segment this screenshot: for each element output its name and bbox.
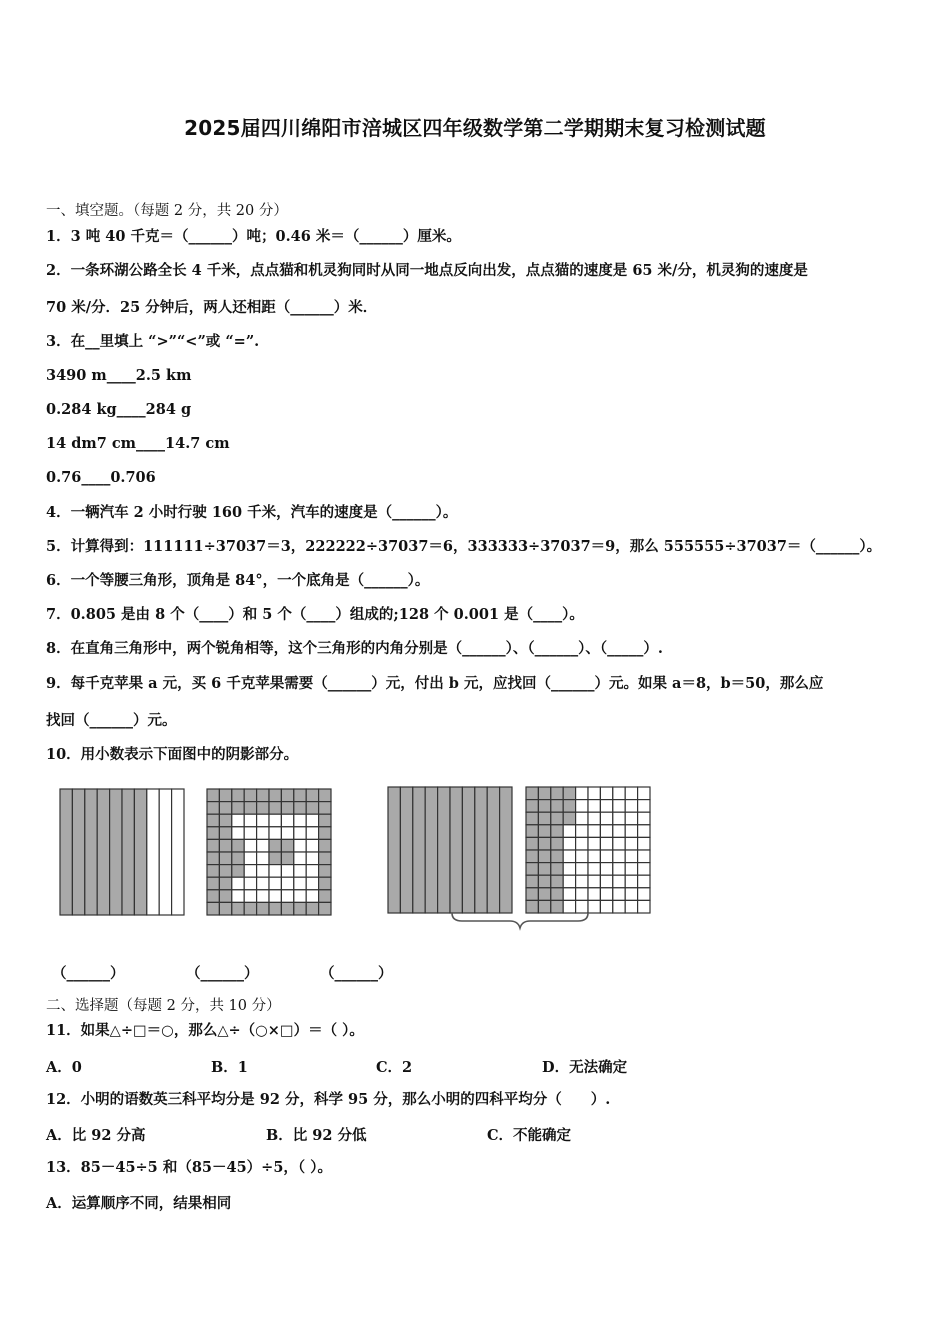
grid-cell [219,890,231,903]
question-12-option-a[interactable]: A．比 92 分高 [46,1127,146,1144]
question-3: 3．在__里填上 “>”“<”或 “=”. [46,333,260,350]
question-2-line-2: 70 米/分．25 分钟后，两人还相距（______）米． [46,299,378,316]
grid-cell [281,877,293,890]
grid-cell [269,865,281,878]
grid-cell [638,787,650,800]
grid-cell [613,875,625,888]
grid-cell [613,812,625,825]
grid-cell [306,865,318,878]
grid-cell [319,827,331,840]
grid-cell [257,890,269,903]
grid-cell [600,863,612,876]
grid-cell [576,812,588,825]
grid-cell [613,837,625,850]
grid-cell [588,850,600,863]
strip-cell [159,789,171,915]
grid-cell [319,789,331,802]
figure-strips-0-7 [58,787,186,917]
grid-cell [294,902,306,915]
grid-cell [281,802,293,815]
grid-cell [281,789,293,802]
grid-cell [306,789,318,802]
grid-cell [294,814,306,827]
grid-cell [219,852,231,865]
question-3-item-d: 0.76____0.706 [46,469,156,486]
grid-cell [207,789,219,802]
grid-cell [319,814,331,827]
question-11-option-d[interactable]: D．无法确定 [542,1059,628,1076]
grid-cell [319,877,331,890]
grid-cell [563,837,575,850]
grid-cell [551,800,563,813]
grid-cell [281,865,293,878]
grid-cell [306,839,318,852]
grid-cell [638,900,650,913]
grid-cell [257,839,269,852]
strip-cell [172,789,184,915]
grid-cell [306,814,318,827]
question-11-option-c[interactable]: C．2 [376,1059,413,1076]
grid-cell [207,814,219,827]
page-title: 2025届四川绵阳市涪城区四年级数学第二学期期末复习检测试题 [184,116,766,140]
grid-cell [257,877,269,890]
grid-cell [526,812,538,825]
grid-cell [625,888,637,901]
grid-cell [600,875,612,888]
grid-cell [319,839,331,852]
strip-cell [475,787,487,913]
question-11: 11．如果△÷□＝○，那么△÷（○×□）＝（ ）。 [46,1022,364,1039]
strip-cell [438,787,450,913]
grid-cell [563,800,575,813]
question-1: 1．3 吨 40 千克＝（______）吨；0.46 米＝（______）厘米。 [46,228,461,245]
grid-cell [219,827,231,840]
grid-cell [219,902,231,915]
grid-cell [244,827,256,840]
grid-cell [232,789,244,802]
question-8: 8．在直角三角形中，两个锐角相等，这个三角形的内角分别是（______）、（______）、（_____）. [46,640,663,657]
strip-cell [60,789,72,915]
grid-cell [244,865,256,878]
question-10: 10．用小数表示下面图中的阴影部分。 [46,746,299,763]
grid-cell [232,865,244,878]
strip-cell [450,787,462,913]
grid-cell [269,890,281,903]
strip-cell [487,787,499,913]
grid-cell [551,850,563,863]
grid-cell [281,814,293,827]
grid-cell [638,850,650,863]
grid-cell [207,827,219,840]
grid-cell [638,800,650,813]
grid-cell [563,850,575,863]
figure-strips-and-grid [386,785,654,933]
question-3-item-a: 3490 m____2.5 km [46,367,192,384]
grid-cell [625,863,637,876]
grid-cell [600,787,612,800]
grid-cell [232,827,244,840]
grid-cell [294,827,306,840]
grid-cell [538,825,550,838]
strip-cell [500,787,512,913]
grid-cell [551,837,563,850]
grid-cell [538,900,550,913]
section-1-heading: 一、填空题。（每题 2 分，共 20 分） [46,203,288,219]
grid-cell [269,789,281,802]
grid-cell [613,850,625,863]
grid-cell [257,814,269,827]
grid-cell [563,900,575,913]
grid-cell [563,825,575,838]
grid-cell [319,865,331,878]
grid-cell [613,800,625,813]
grid-cell [613,825,625,838]
strip-cell [413,787,425,913]
question-6: 6．一个等腰三角形，顶角是 84°，一个底角是（______）。 [46,572,430,589]
grid-cell [306,852,318,865]
grid-cell [576,837,588,850]
grid-cell [319,802,331,815]
question-11-option-b[interactable]: B．1 [211,1059,248,1076]
grid-cell [613,863,625,876]
grid-cell [257,827,269,840]
strip-cell [462,787,474,913]
grid-cell [319,902,331,915]
grid-cell [244,839,256,852]
grid-cell [551,787,563,800]
grid-cell [244,789,256,802]
grid-cell [319,852,331,865]
grid-cell [638,825,650,838]
grid-cell [600,850,612,863]
grid-cell [538,837,550,850]
grid-cell [219,789,231,802]
grid-cell [269,852,281,865]
grid-cell [306,890,318,903]
grid-cell [538,888,550,901]
grid-cell [306,802,318,815]
grid-cell [294,877,306,890]
grid-cell [638,875,650,888]
grid-cell [551,863,563,876]
figure-1-answer-blank[interactable]: （______） [52,965,125,982]
grid-cell [625,800,637,813]
grid-cell [588,787,600,800]
strip-cell [147,789,159,915]
question-2-line-1: 2．一条环湖公路全长 4 千米，点点猫和机灵狗同时从同一地点反向出发，点点猫的速度是 65 米/分，机灵狗的速度是 [46,262,808,279]
grid-cell [232,890,244,903]
question-12: 12．小明的语数英三科平均分是 92 分，科学 95 分，那么小明的四科平均分（ ）. [46,1091,611,1108]
grid-cell [600,800,612,813]
grid-cell [257,789,269,802]
grid-cell [269,802,281,815]
grid-cell [538,875,550,888]
grid-cell [538,787,550,800]
grid-cell [538,863,550,876]
grid-cell [244,814,256,827]
grid-cell [244,802,256,815]
grid-cell [219,839,231,852]
grid-cell [625,787,637,800]
grid-cell [576,850,588,863]
grid-cell [526,875,538,888]
grid-cell [625,850,637,863]
grid-cell [219,802,231,815]
grid-cell [563,888,575,901]
grid-cell [257,902,269,915]
question-4: 4．一辆汽车 2 小时行驶 160 千米，汽车的速度是（______）。 [46,504,458,521]
grid-cell [576,900,588,913]
grid-cell [625,875,637,888]
grid-cell [257,802,269,815]
grid-cell [600,888,612,901]
grid-cell [588,837,600,850]
question-12-option-c[interactable]: C．不能确定 [487,1127,572,1144]
grid-cell [244,852,256,865]
grid-cell [551,875,563,888]
grid-cell [600,825,612,838]
strip-cell [122,789,134,915]
grid-cell [281,852,293,865]
grid-cell [281,839,293,852]
grid-cell [232,802,244,815]
grid-cell [576,875,588,888]
grid-cell [232,814,244,827]
question-12-option-b[interactable]: B．比 92 分低 [266,1127,367,1144]
grid-cell [294,789,306,802]
grid-cell [526,900,538,913]
grid-cell [281,827,293,840]
grid-cell [563,863,575,876]
grid-cell [232,852,244,865]
grid-cell [306,877,318,890]
grid-cell [269,814,281,827]
grid-cell [563,787,575,800]
grid-cell [563,875,575,888]
grid-cell [625,812,637,825]
grid-cell [219,814,231,827]
grid-cell [638,888,650,901]
grid-cell [232,902,244,915]
grid-cell [319,890,331,903]
grid-cell [207,802,219,815]
grid-cell [207,839,219,852]
grid-cell [576,888,588,901]
grid-cell [588,825,600,838]
question-13: 13．85－45÷5 和（85－45）÷5，（ ）。 [46,1159,332,1176]
grid-cell [538,800,550,813]
grid-cell [576,825,588,838]
grid-cell [244,890,256,903]
grid-cell [588,888,600,901]
grid-cell [244,877,256,890]
grid-cell [219,877,231,890]
grid-cell [526,787,538,800]
grid-cell [588,900,600,913]
grid-cell [294,852,306,865]
figure-grid-hundredths [205,787,333,917]
grid-cell [551,888,563,901]
question-5: 5．计算得到：111111÷37037＝3，222222÷37037＝6，333333÷37037＝9，那么 555555÷37037＝（______）。 [46,538,882,555]
grid-cell [588,875,600,888]
grid-cell [269,827,281,840]
grid-cell [538,850,550,863]
grid-cell [306,827,318,840]
grid-cell [306,902,318,915]
question-3-item-c: 14 dm7 cm____14.7 cm [46,435,230,452]
section-2-heading: 二、选择题（每题 2 分，共 10 分） [46,998,281,1014]
grid-cell [576,863,588,876]
strip-cell [72,789,84,915]
grid-cell [232,839,244,852]
grid-cell [526,800,538,813]
grid-cell [613,900,625,913]
strip-cell [134,789,146,915]
grid-cell [563,812,575,825]
grid-cell [526,825,538,838]
grid-cell [207,852,219,865]
grid-cell [551,825,563,838]
grid-cell [257,852,269,865]
grid-cell [576,800,588,813]
grid-cell [526,888,538,901]
grid-cell [625,825,637,838]
grid-cell [294,865,306,878]
grid-cell [625,900,637,913]
strip-cell [388,787,400,913]
grid-cell [232,877,244,890]
grid-cell [294,890,306,903]
grid-cell [269,839,281,852]
grid-cell [281,890,293,903]
grid-cell [613,888,625,901]
grid-cell [219,865,231,878]
strip-cell [400,787,412,913]
grid-cell [538,812,550,825]
question-9-line-2: 找回（______）元。 [46,712,177,729]
question-11-option-a[interactable]: A．0 [46,1059,82,1076]
question-3-item-b: 0.284 kg____284 g [46,401,192,418]
question-7: 7．0.805 是由 8 个（____）和 5 个（____）组成的;128 个 0.001 是（____）。 [46,606,584,623]
figure-2-answer-blank[interactable]: （______） [186,965,259,982]
question-9-line-1: 9．每千克苹果 a 元，买 6 千克苹果需要（______）元，付出 b 元，应找回（______）元。如果 a＝8，b＝50，那么应 [46,675,824,692]
grid-cell [294,802,306,815]
grid-cell [588,863,600,876]
grid-cell [638,812,650,825]
strip-cell [110,789,122,915]
grid-cell [600,812,612,825]
grid-cell [600,837,612,850]
grid-cell [526,837,538,850]
figure-3-answer-blank[interactable]: （______） [320,965,393,982]
grid-cell [625,837,637,850]
grid-cell [600,900,612,913]
strip-cell [85,789,97,915]
grid-cell [281,902,293,915]
question-13-option-a[interactable]: A．运算顺序不同，结果相同 [46,1195,232,1212]
grid-cell [207,877,219,890]
grid-cell [588,812,600,825]
grid-cell [526,863,538,876]
grid-cell [269,877,281,890]
grid-cell [638,863,650,876]
grid-cell [207,890,219,903]
grid-cell [638,837,650,850]
brace-icon [452,913,588,928]
grid-cell [526,850,538,863]
grid-cell [576,787,588,800]
grid-cell [207,902,219,915]
grid-cell [244,902,256,915]
strip-cell [425,787,437,913]
grid-cell [551,812,563,825]
grid-cell [207,865,219,878]
grid-cell [294,839,306,852]
grid-cell [269,902,281,915]
grid-cell [257,865,269,878]
grid-cell [613,787,625,800]
strip-cell [97,789,109,915]
grid-cell [588,800,600,813]
grid-cell [551,900,563,913]
